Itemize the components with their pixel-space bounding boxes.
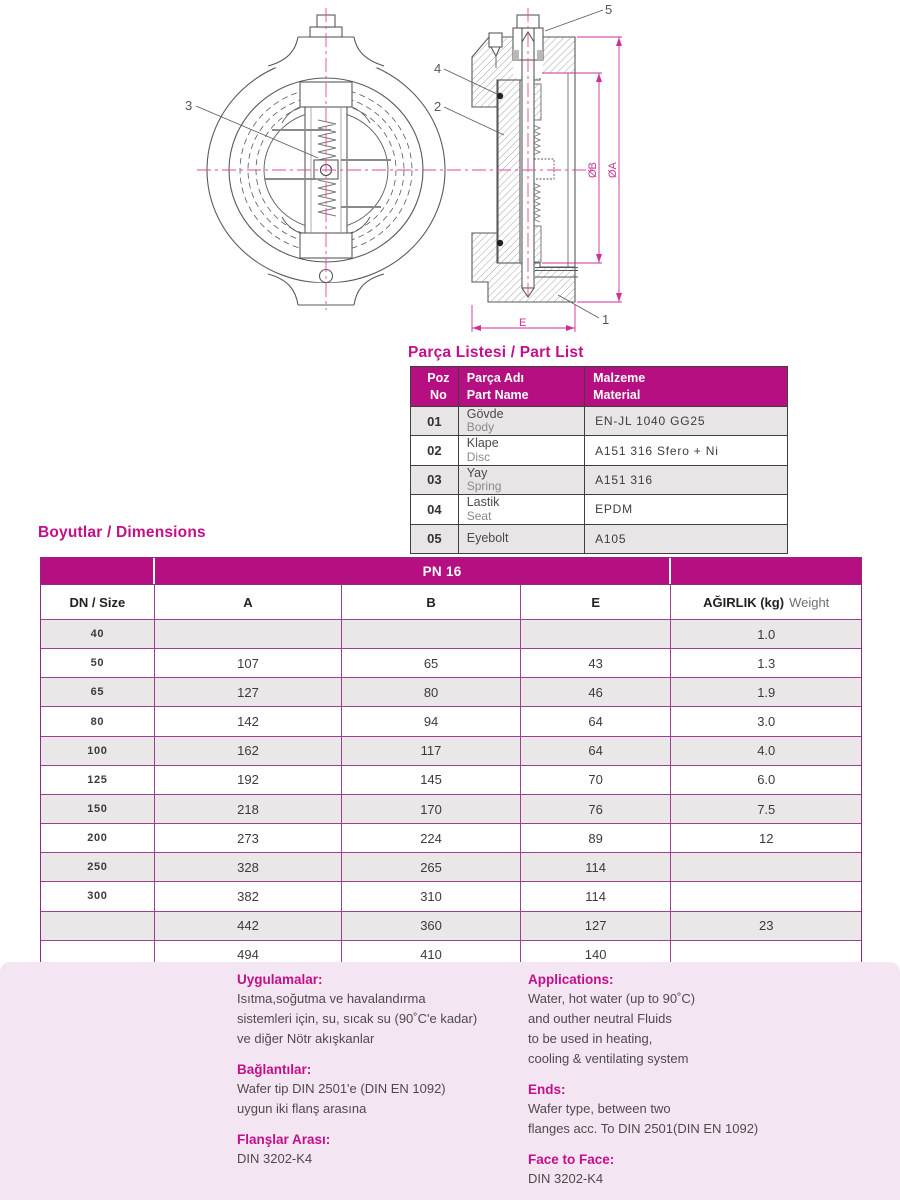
info-panel	[0, 962, 900, 1200]
cell-a: 328	[155, 853, 343, 881]
cell-weight: 1.3	[757, 655, 776, 671]
cell-e: 89	[521, 824, 672, 852]
cell-a: 107	[155, 649, 343, 677]
col-header-e: E	[521, 585, 672, 619]
cell-dn: 40	[41, 620, 155, 648]
cell-e: 114	[521, 853, 672, 881]
material-value: A151 316	[595, 472, 653, 487]
part-list-row	[411, 465, 787, 494]
part-list-table	[410, 366, 788, 554]
dimensions-title: Boyutlar / Dimensions	[38, 524, 206, 541]
material-value: A105	[595, 531, 627, 546]
material-cell	[585, 407, 787, 435]
part-name-tr: Gövde	[466, 406, 504, 421]
part-list-row	[411, 406, 787, 435]
cell-dn: 125	[41, 766, 155, 794]
cell-b: 310	[342, 882, 521, 910]
col-header-weight	[671, 585, 861, 619]
cell-a: 162	[155, 737, 343, 765]
dimensions-column-headers	[41, 584, 861, 619]
col-header-b: B	[342, 585, 521, 619]
info-line: to be used in heating,	[528, 1031, 653, 1046]
section-heading: Face to Face:	[528, 1152, 615, 1167]
cell-weight	[671, 853, 861, 881]
cell-b: 65	[342, 649, 521, 677]
header-malzeme: Malzeme	[593, 371, 646, 386]
table-row	[41, 736, 861, 765]
part-name	[459, 407, 585, 435]
cell-e: 46	[521, 678, 672, 706]
front-view-drawing	[185, 15, 445, 305]
cell-a: 192	[155, 766, 343, 794]
cell-dn: 250	[41, 853, 155, 881]
pn-cell	[155, 558, 672, 584]
part-label-2: 2	[434, 99, 442, 114]
cell-b: 224	[342, 824, 521, 852]
info-block	[237, 1062, 517, 1119]
section-heading: Ends:	[528, 1082, 566, 1097]
cell-e: 76	[521, 795, 672, 823]
info-line: Wafer type, between two	[528, 1101, 671, 1116]
cell-weight	[671, 882, 861, 910]
cell-b: 265	[342, 853, 521, 881]
header-poz-no	[411, 367, 459, 406]
section-heading: Uygulamalar:	[237, 972, 323, 987]
poz-no: 02	[411, 436, 459, 464]
header-material-en: Material	[593, 387, 641, 402]
info-line: uygun iki flanş arasına	[237, 1101, 367, 1116]
part-name-en: Spring	[466, 479, 502, 494]
dim-label-E: E	[519, 317, 527, 329]
info-line: DIN 3202-K4	[528, 1171, 604, 1186]
cell-weight: 23	[759, 918, 774, 934]
part-name-en: Disc	[466, 449, 491, 464]
col-header-a: A	[155, 585, 343, 619]
weight-label-light: Weight	[789, 594, 830, 610]
cell-dn: 150	[41, 795, 155, 823]
cell-e: 70	[521, 766, 672, 794]
cell-b: 80	[342, 678, 521, 706]
section-heading: Applications:	[528, 972, 614, 987]
pn-spacer-left	[41, 558, 155, 584]
info-line: and outher neutral Fluids	[528, 1011, 672, 1026]
part-list-row	[411, 494, 787, 523]
part-label-5: 5	[605, 2, 613, 17]
cell-weight: 1.0	[757, 626, 776, 642]
part-name-tr: Yay	[466, 465, 488, 480]
section-heading: Bağlantılar:	[237, 1062, 312, 1077]
cell-dn: 300	[41, 882, 155, 910]
cell-b: 410	[342, 941, 521, 969]
part-label-4: 4	[434, 61, 442, 76]
part-label-1: 1	[602, 312, 610, 327]
cell-e: 140	[521, 941, 672, 969]
part-list-row	[411, 435, 787, 464]
part-list-row	[411, 524, 787, 553]
material-value: EPDM	[595, 502, 633, 517]
part-name-en: Body	[466, 420, 495, 435]
poz-no: 01	[411, 407, 459, 435]
cell-dn	[41, 912, 155, 940]
material-cell	[585, 436, 787, 464]
dimensions-rows	[41, 619, 861, 969]
part-name	[459, 525, 585, 553]
part-list-header-row	[411, 367, 787, 406]
info-line: Isıtma,soğutma ve havalandırma	[237, 991, 426, 1006]
table-row	[41, 881, 861, 910]
info-block	[528, 1152, 858, 1189]
part-name-tr: Klape	[466, 436, 499, 451]
info-line: flanges acc. To DIN 2501(DIN EN 1092)	[528, 1121, 759, 1136]
part-name	[459, 495, 585, 523]
info-line: cooling & ventilating system	[528, 1051, 689, 1066]
table-row	[41, 911, 861, 940]
part-name-tr: Lastik	[466, 494, 500, 509]
info-line: sistemleri için, su, sıcak su (90˚C'e kadar)	[237, 1011, 478, 1026]
cell-weight: 7.5	[757, 801, 776, 817]
pn-label: PN 16	[422, 563, 462, 579]
info-column-turkish	[237, 972, 517, 1169]
cell-dn: 200	[41, 824, 155, 852]
header-material	[585, 367, 787, 406]
info-block	[237, 1132, 517, 1169]
cell-weight: 3.0	[757, 714, 776, 730]
cell-a: 127	[155, 678, 343, 706]
cell-e: 64	[521, 737, 672, 765]
part-list-title: Parça Listesi / Part List	[408, 344, 584, 361]
cell-a: 442	[155, 912, 343, 940]
header-part-name	[459, 367, 585, 406]
pn-spacer-right	[671, 558, 861, 584]
table-row	[41, 794, 861, 823]
poz-no: 03	[411, 466, 459, 494]
info-line: Water, hot water (up to 90˚C)	[528, 991, 696, 1006]
material-value: EN-JL 1040 GG25	[595, 414, 706, 429]
cell-e: 114	[521, 882, 672, 910]
header-part-name-en: Part Name	[466, 387, 529, 402]
cell-weight: 6.0	[757, 772, 776, 788]
cell-a: 273	[155, 824, 343, 852]
poz-no: 05	[411, 525, 459, 553]
cell-b: 94	[342, 707, 521, 735]
part-name	[459, 466, 585, 494]
info-line: DIN 3202-K4	[237, 1151, 313, 1166]
cell-b: 360	[342, 912, 521, 940]
dimensions-table	[40, 557, 862, 970]
table-row	[41, 677, 861, 706]
part-name-en: Seat	[466, 508, 492, 523]
cell-b: 117	[342, 737, 521, 765]
cell-e: 127	[521, 912, 672, 940]
header-no: No	[430, 387, 447, 402]
table-row	[41, 823, 861, 852]
header-parca-adi: Parça Adı	[466, 371, 524, 386]
table-row	[41, 648, 861, 677]
material-cell	[585, 466, 787, 494]
material-cell	[585, 495, 787, 523]
info-block	[528, 972, 858, 1069]
table-row	[41, 706, 861, 735]
info-column-english	[528, 972, 858, 1189]
info-line: ve diğer Nötr akışkanlar	[237, 1031, 375, 1046]
weight-label-bold: AĞIRLIK (kg)	[703, 594, 785, 610]
table-row	[41, 852, 861, 881]
cell-a: 494	[155, 941, 343, 969]
part-name	[459, 436, 585, 464]
table-row	[41, 765, 861, 794]
section-view-drawing	[434, 2, 612, 327]
info-block	[528, 1082, 858, 1139]
info-line: Wafer tip DIN 2501'e (DIN EN 1092)	[237, 1081, 446, 1096]
material-cell	[585, 525, 787, 553]
col-header-dn: DN / Size	[41, 585, 155, 619]
cell-a: 142	[155, 707, 343, 735]
cell-weight: 12	[759, 830, 774, 846]
cell-dn: 80	[41, 707, 155, 735]
cell-a: 382	[155, 882, 343, 910]
cell-a: 218	[155, 795, 343, 823]
material-value: A151 316 Sfero + Ni	[595, 443, 719, 458]
cell-e: 43	[521, 649, 672, 677]
cell-dn: 65	[41, 678, 155, 706]
cell-a	[155, 620, 343, 648]
cell-b	[342, 620, 521, 648]
section-heading: Flanşlar Arası:	[237, 1132, 331, 1147]
cell-weight: 1.9	[757, 684, 776, 700]
table-row	[41, 619, 861, 648]
header-poz: Poz	[427, 371, 450, 386]
part-name-tr: Eyebolt	[466, 530, 509, 545]
cell-dn: 100	[41, 737, 155, 765]
cell-b: 170	[342, 795, 521, 823]
part-label-3: 3	[185, 98, 193, 113]
dim-label-A: ØA	[607, 162, 619, 178]
info-block	[237, 972, 517, 1049]
cell-dn: 50	[41, 649, 155, 677]
pn-header-row	[41, 558, 861, 584]
technical-drawings	[0, 0, 900, 340]
cell-weight: 4.0	[757, 743, 776, 759]
cell-e: 64	[521, 707, 672, 735]
cell-b: 145	[342, 766, 521, 794]
cell-e	[521, 620, 672, 648]
poz-no: 04	[411, 495, 459, 523]
dim-label-B: ØB	[587, 162, 599, 178]
